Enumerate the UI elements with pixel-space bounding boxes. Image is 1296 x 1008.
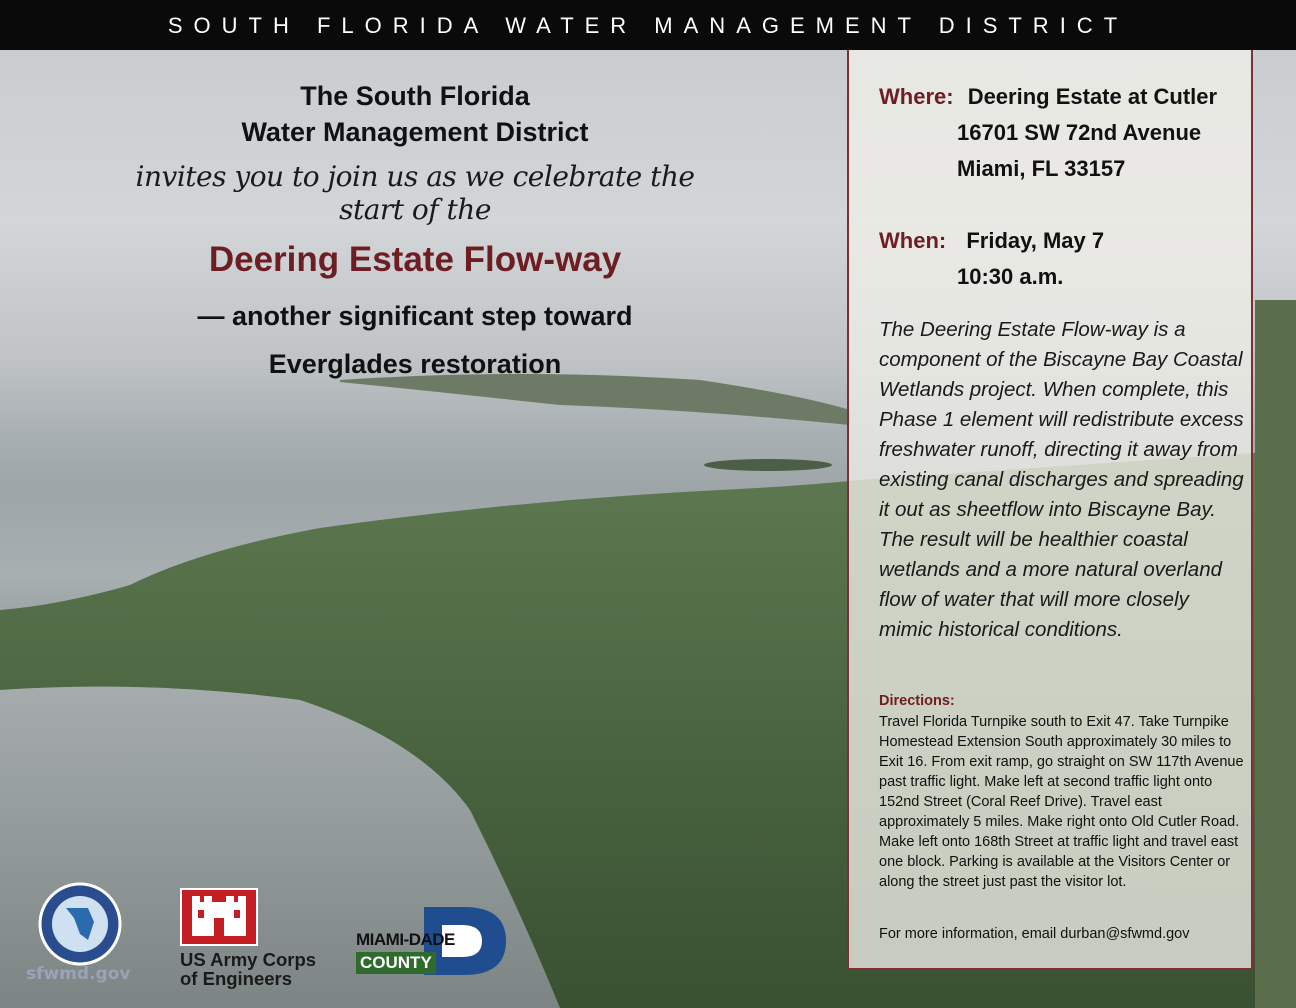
directions-title: Directions: bbox=[879, 693, 955, 709]
usace-logo bbox=[178, 888, 338, 998]
when-row bbox=[879, 228, 1104, 254]
where-venue: Deering Estate at Cutler bbox=[967, 84, 1218, 109]
org-name-line1: The South Florida bbox=[300, 81, 530, 111]
directions-text: Travel Florida Turnpike south to Exit 47. Take Turnpike Homestead Extension South approximately 30 miles to Exit 16. From exit ramp, go straight on SW 117th Avenue past traffic light. Make left at second traffic light onto 152nd Street (Coral Reef Drive). Travel east approximately 5 miles. Make right onto Old Cutler Road. Make left onto 168th Street at traffic light and travel east one block. Parking is available at the Visitors Center or along the street just past the visitor lot. bbox=[879, 714, 1244, 890]
more-info-text: For more information, email durban@sfwmd.gov bbox=[879, 926, 1190, 942]
subtitle-line2: Everglades restoration bbox=[268, 349, 562, 379]
usace-name bbox=[180, 950, 316, 988]
miami-dade-logo bbox=[354, 905, 514, 980]
miami-dade-text: MIAMI-DADE bbox=[356, 930, 455, 949]
event-title: Deering Estate Flow-way bbox=[208, 240, 622, 279]
usace-line1: US Army Corps bbox=[180, 949, 317, 970]
where-label: Where: bbox=[879, 84, 954, 109]
castle-icon bbox=[180, 888, 260, 948]
when-date: Friday, May 7 bbox=[966, 228, 1105, 253]
header-banner: SOUTH FLORIDA WATER MANAGEMENT DISTRICT bbox=[0, 0, 1296, 50]
org-name-line2: Water Management District bbox=[241, 117, 589, 147]
invitation-heading bbox=[120, 78, 710, 388]
county-text: COUNTY bbox=[356, 952, 436, 974]
sfwmd-logo bbox=[14, 882, 154, 982]
sfwmd-url: sfwmd.gov bbox=[26, 964, 131, 984]
event-details-panel bbox=[847, 50, 1253, 970]
usace-line2: of Engineers bbox=[180, 968, 293, 989]
where-address: 16701 SW 72nd Avenue bbox=[957, 120, 1202, 145]
invite-text: invites you to join us as we celebrate the start of the bbox=[135, 160, 695, 226]
where-row bbox=[879, 84, 1217, 110]
subtitle-line1: — another significant step toward bbox=[197, 301, 633, 331]
when-label: When: bbox=[879, 228, 947, 253]
project-description: The Deering Estate Flow-way is a component of the Biscayne Bay Coastal Wetlands project. When complete, this Phase 1 element will redistribute excess freshwater runoff, directing it away from existing canal discharges and spreading it out as sheetflow into Biscayne Bay. The result will be healthier coastal wetlands and a more natural overland flow of water that will more closely mimic historical conditions. bbox=[879, 318, 1244, 641]
when-time: 10:30 a.m. bbox=[957, 264, 1064, 289]
where-city: Miami, FL 33157 bbox=[957, 156, 1126, 181]
